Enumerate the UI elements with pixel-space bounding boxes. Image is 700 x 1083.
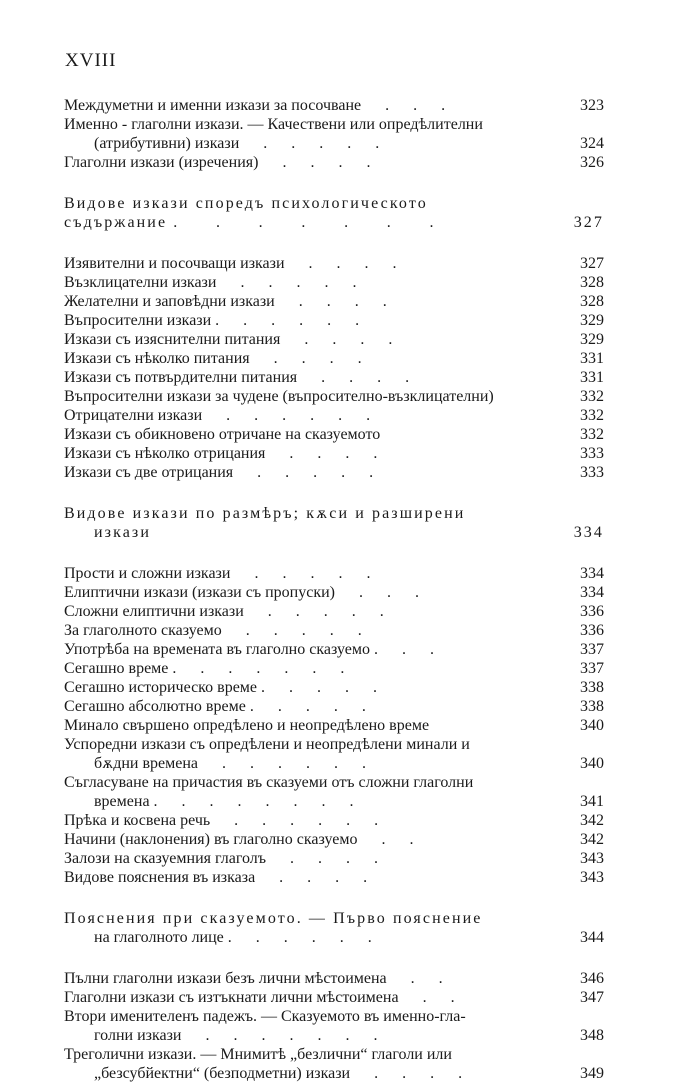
toc-entry: [64, 792, 604, 811]
toc-entry-title: бѫдни времена . . . . . .: [94, 755, 367, 772]
toc-entry-page: 331: [580, 369, 604, 386]
toc-entry-title: Изявителни и посочващи изкази . . . .: [64, 255, 397, 272]
toc-entry-title: Възклицателни изкази . . . . .: [64, 274, 357, 291]
toc-entry: [64, 115, 604, 134]
toc-entry-page: 329: [580, 312, 604, 329]
toc-entry-title: голни изкази . . . . . . .: [94, 1027, 378, 1044]
toc-entry: [64, 773, 604, 792]
toc-entry: [64, 583, 604, 602]
toc-entry: [64, 463, 604, 482]
toc-entry-page: 338: [580, 698, 604, 715]
table-of-contents: [64, 96, 604, 1083]
toc-entry: [64, 444, 604, 463]
toc-entry-title: Глаголни изкази (изречения) . . . .: [64, 154, 371, 171]
toc-entry: [64, 406, 604, 425]
toc-entry-title: Съгласуване на причастия въ сказуеми отъ сложни глаголни: [64, 774, 474, 791]
toc-section-heading: [64, 504, 604, 523]
toc-entry-title: съдържание . . . . . . .: [64, 214, 436, 231]
toc-entry-title: Сегашно абсолютно време . . . . .: [64, 698, 366, 715]
toc-entry-page: 343: [580, 869, 604, 886]
toc-entry-page: 337: [580, 660, 604, 677]
toc-entry-title: Елиптични изкази (изкази съ пропуски) . . .: [64, 584, 419, 601]
toc-entry-title: Залози на сказуемния глаголъ . . . .: [64, 850, 379, 867]
toc-entry: [64, 311, 604, 330]
toc-entry-title: Употрѣба на времената въ глаголно сказуемо . . .: [64, 641, 434, 658]
toc-entry: [64, 292, 604, 311]
toc-entry: [64, 811, 604, 830]
toc-entry-page: 348: [580, 1027, 604, 1044]
toc-section-heading: [64, 909, 604, 928]
toc-entry-page: 342: [580, 831, 604, 848]
toc-entry-title: Прости и сложни изкази . . . . .: [64, 565, 371, 582]
toc-section-heading: [64, 523, 604, 542]
toc-entry: [64, 96, 604, 115]
toc-entry-page: 333: [580, 464, 604, 481]
toc-entry-title: Начини (наклонения) въ глаголно сказуемо . .: [64, 831, 414, 848]
toc-entry-title: времена . . . . . . . .: [94, 793, 354, 810]
toc-entry-title: Минало свършено опредѣлено и неопредѣлено време: [64, 717, 430, 734]
toc-entry: [64, 134, 604, 153]
toc-entry: [64, 659, 604, 678]
toc-entry-page: 331: [580, 350, 604, 367]
toc-entry-page: 328: [580, 293, 604, 310]
toc-section-heading: [64, 928, 604, 947]
toc-entry: [64, 602, 604, 621]
toc-entry-page: 332: [580, 388, 604, 405]
toc-entry-title: Сегашно време . . . . . . .: [64, 660, 345, 677]
toc-entry-title: на глаголното лице . . . . . .: [94, 929, 372, 946]
toc-entry-page: 338: [580, 679, 604, 696]
toc-entry-page: 343: [580, 850, 604, 867]
toc-entry-title: Изкази съ две отрицания . . . . .: [64, 464, 374, 481]
toc-entry-title: „безсубйектни“ (безподметни) изкази . . . .: [94, 1065, 463, 1082]
toc-entry: [64, 254, 604, 273]
toc-entry: [64, 988, 604, 1007]
toc-entry-page: 334: [573, 524, 604, 541]
toc-entry-title: Видове пояснения въ изказа . . . .: [64, 869, 368, 886]
toc-entry-page: 340: [580, 755, 604, 772]
toc-entry-page: 327: [580, 255, 604, 272]
toc-entry: [64, 273, 604, 292]
toc-entry-page: 347: [580, 989, 604, 1006]
toc-entry: [64, 849, 604, 868]
toc-entry: [64, 697, 604, 716]
toc-entry-page: 336: [580, 603, 604, 620]
toc-entry-page: 334: [580, 584, 604, 601]
toc-entry-title: Видове изкази споредъ психологическото: [64, 195, 428, 212]
toc-entry-title: Успоредни изкази съ опредѣлени и неопредѣлени минали и: [64, 736, 470, 753]
toc-entry-title: Пояснения при сказуемото. — Първо пояснение: [64, 910, 483, 927]
toc-entry-title: Видове изкази по размѣръ; кѫси и разширени: [64, 505, 466, 522]
toc-entry: [64, 830, 604, 849]
toc-entry-title: Пълни глаголни изкази безъ лични мѣстоимена . .: [64, 970, 443, 987]
toc-entry-title: Изкази съ нѣколко отрицания . . . .: [64, 445, 378, 462]
toc-entry-title: За глаголното сказуемо . . . . .: [64, 622, 362, 639]
page-number: XVIII: [65, 50, 117, 71]
toc-entry: [64, 716, 604, 735]
toc-entry-title: Втори именителенъ падежъ. — Сказуемото въ именно-гла-: [64, 1008, 466, 1025]
toc-entry: [64, 349, 604, 368]
toc-entry-title: Изкази съ обикновено отричане на сказуемото: [64, 426, 381, 443]
toc-entry-page: 346: [580, 970, 604, 987]
toc-entry-title: Изкази съ изяснителни питания . . . .: [64, 331, 393, 348]
toc-entry: [64, 153, 604, 172]
toc-entry-title: (атрибутивни) изкази . . . . .: [94, 135, 380, 152]
toc-entry-title: Въпросителни изкази за чудене (въпросително-възклицателни): [64, 388, 494, 405]
toc-entry: [64, 1007, 604, 1026]
toc-entry-title: Именно - глаголни изкази. — Качествени или опредѣлителни: [64, 116, 483, 133]
toc-entry: [64, 1026, 604, 1045]
toc-entry-page: 323: [580, 97, 604, 114]
toc-entry-title: Желателни и заповѣдни изкази . . . .: [64, 293, 387, 310]
toc-section-heading: [64, 194, 604, 213]
toc-entry-page: 336: [580, 622, 604, 639]
toc-entry-page: 327: [573, 214, 604, 231]
toc-entry-title: Глаголни изкази съ изтъкнати лични мѣстоимена . .: [64, 989, 455, 1006]
toc-entry-title: Изкази съ потвърдителни питания . . . .: [64, 369, 410, 386]
toc-entry-title: Прѣка и косвена речь . . . . . .: [64, 812, 379, 829]
toc-entry-page: 332: [580, 407, 604, 424]
toc-entry-page: 334: [580, 565, 604, 582]
toc-entry-title: Отрицателни изкази . . . . . .: [64, 407, 371, 424]
toc-entry: [64, 1045, 604, 1064]
toc-entry: [64, 969, 604, 988]
toc-entry-title: Междуметни и именни изкази за посочване . . .: [64, 97, 446, 114]
toc-entry: [64, 754, 604, 773]
toc-entry-page: 337: [580, 641, 604, 658]
toc-entry-title: Сегашно историческо време . . . . .: [64, 679, 378, 696]
toc-entry-title: Изкази съ нѣколко питания . . . .: [64, 350, 362, 367]
toc-entry: [64, 368, 604, 387]
toc-entry: [64, 640, 604, 659]
toc-entry-page: 344: [580, 929, 604, 946]
toc-entry-page: 333: [580, 445, 604, 462]
toc-entry-title: Треголични изкази. — Мнимитѣ „безлични“ глаголи или: [64, 1046, 452, 1063]
toc-entry-title: Въпросителни изкази . . . . . .: [64, 312, 360, 329]
toc-entry: [64, 621, 604, 640]
toc-entry: [64, 868, 604, 887]
toc-entry: [64, 564, 604, 583]
toc-entry-page: 340: [580, 717, 604, 734]
toc-entry: [64, 425, 604, 444]
toc-entry-page: 342: [580, 812, 604, 829]
toc-entry: [64, 1064, 604, 1083]
toc-entry: [64, 678, 604, 697]
toc-entry-page: 332: [580, 426, 604, 443]
toc-entry-page: 329: [580, 331, 604, 348]
toc-entry-page: 324: [580, 135, 604, 152]
toc-section-heading: [64, 213, 604, 232]
toc-entry-title: Сложни елиптични изкази . . . . .: [64, 603, 384, 620]
toc-entry-title: изкази: [94, 524, 151, 541]
toc-entry-page: 341: [580, 793, 604, 810]
toc-entry-page: 326: [580, 154, 604, 171]
toc-entry: [64, 330, 604, 349]
toc-entry-page: 349: [580, 1065, 604, 1082]
toc-entry-page: 328: [580, 274, 604, 291]
toc-entry: [64, 387, 604, 406]
toc-entry: [64, 735, 604, 754]
